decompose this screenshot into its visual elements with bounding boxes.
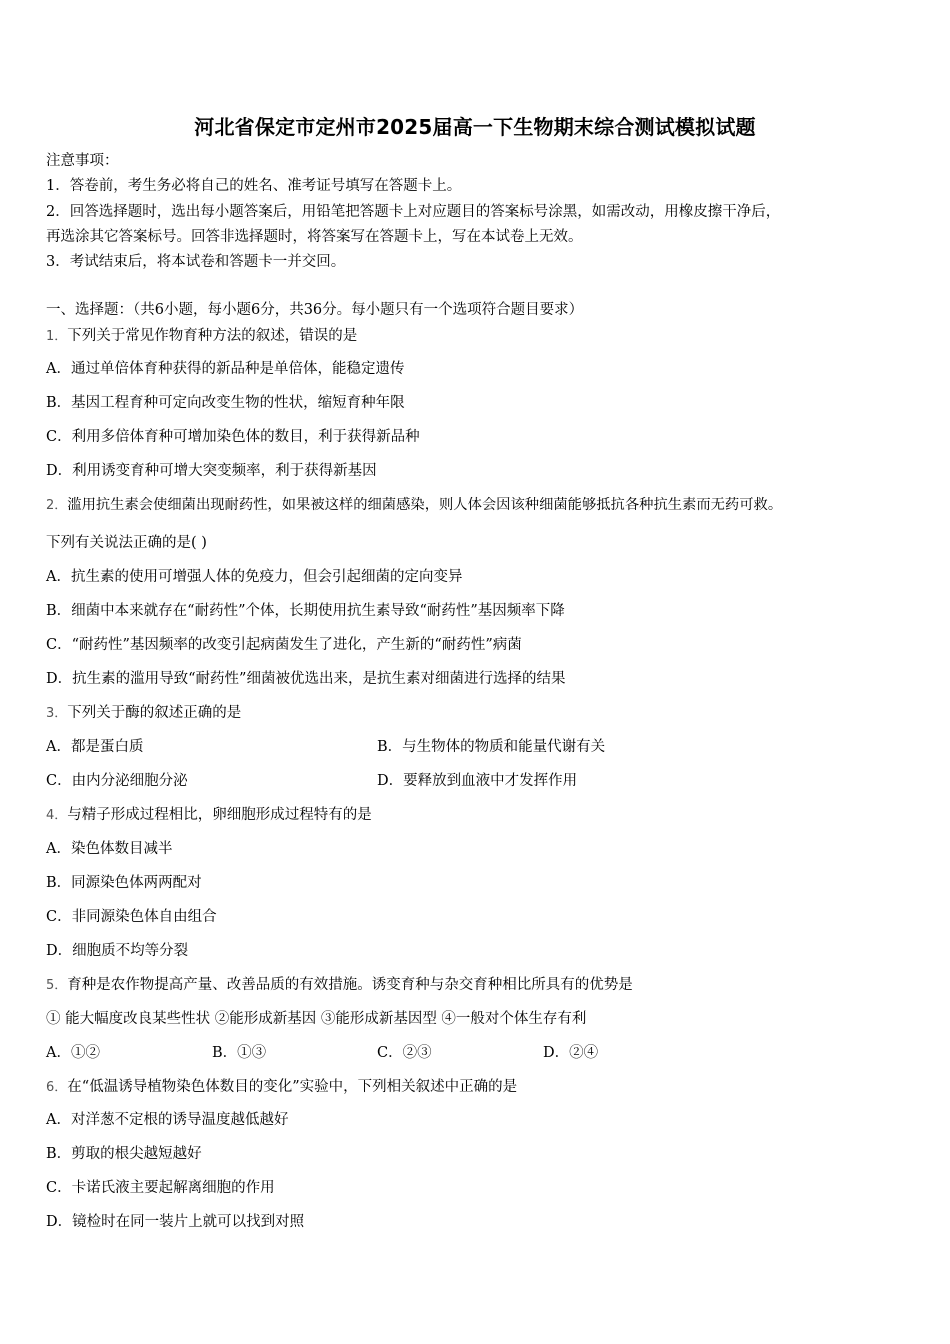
question-5-option-d: D．②④ bbox=[543, 1045, 599, 1061]
question-text: 下列关于常见作物育种方法的叙述，错误的是 bbox=[67, 328, 358, 344]
question-text: 下列关于酶的叙述正确的是 bbox=[67, 705, 242, 721]
notice-item: 3．考试结束后，将本试卷和答题卡一并交回。 bbox=[46, 254, 346, 270]
question-5-option-a: A．①② bbox=[46, 1045, 100, 1061]
question-2-option-a: A．抗生素的使用可增强人体的免疫力，但会引起细菌的定向变异 bbox=[46, 569, 463, 585]
question-3-option-b: B．与生物体的物质和能量代谢有关 bbox=[377, 739, 606, 755]
question-3-option-c: C．由内分泌细胞分泌 bbox=[46, 773, 188, 789]
question-2-option-b: B．细菌中本来就存在“耐药性”个体，长期使用抗生素导致“耐药性”基因频率下降 bbox=[46, 603, 565, 619]
question-text: 育种是农作物提高产量、改善品质的有效措施。诱变育种与杂交育种相比所具有的优势是 bbox=[67, 977, 633, 993]
question-number: 3． bbox=[46, 706, 68, 721]
notice-item: 1．答卷前，考生务必将自己的姓名、准考证号填写在答题卡上。 bbox=[46, 178, 462, 194]
question-6-option-b: B．剪取的根尖越短越好 bbox=[46, 1146, 202, 1162]
question-text: 与精子形成过程相比，卵细胞形成过程特有的是 bbox=[67, 807, 372, 823]
question-2-stem-continued: 下列有关说法正确的是( ) bbox=[46, 535, 207, 551]
question-6-option-a: A．对洋葱不定根的诱导温度越低越好 bbox=[46, 1112, 289, 1128]
question-5-statements: ① 能大幅度改良某些性状 ②能形成新基因 ③能形成新基因型 ④一般对个体生存有利 bbox=[46, 1011, 587, 1027]
question-6-option-d: D．镜检时在同一装片上就可以找到对照 bbox=[46, 1214, 305, 1230]
question-1-option-c: C．利用多倍体育种可增加染色体的数目，利于获得新品种 bbox=[46, 429, 420, 445]
question-5-stem bbox=[46, 975, 633, 996]
question-number: 1． bbox=[46, 329, 68, 344]
section-heading: 一、选择题：（共6小题，每小题6分，共36分。每小题只有一个选项符合题目要求） bbox=[46, 302, 584, 318]
question-4-stem bbox=[46, 805, 372, 826]
question-4-option-c: C．非同源染色体自由组合 bbox=[46, 909, 217, 925]
question-2-option-c: C．“耐药性”基因频率的改变引起病菌发生了进化，产生新的“耐药性”病菌 bbox=[46, 637, 522, 653]
question-4-option-d: D．细胞质不均等分裂 bbox=[46, 943, 189, 959]
question-number: 6． bbox=[46, 1080, 68, 1095]
question-number: 5． bbox=[46, 978, 68, 993]
question-number: 4． bbox=[46, 808, 68, 823]
question-text: 在“低温诱导植物染色体数目的变化”实验中，下列相关叙述中正确的是 bbox=[67, 1079, 518, 1095]
question-1-option-a: A．通过单倍体育种获得的新品种是单倍体，能稳定遗传 bbox=[46, 361, 405, 377]
page-title: 河北省保定市定州市2025届高一下生物期末综合测试模拟试题 bbox=[194, 115, 756, 139]
question-3-stem bbox=[46, 703, 241, 724]
notice-item: 再选涂其它答案标号。回答非选择题时，将答案写在答题卡上，写在本试卷上无效。 bbox=[46, 229, 583, 245]
question-6-option-c: C．卡诺氏液主要起解离细胞的作用 bbox=[46, 1180, 275, 1196]
question-2-stem bbox=[46, 495, 782, 516]
question-5-option-b: B．①③ bbox=[212, 1045, 267, 1061]
question-6-stem bbox=[46, 1077, 517, 1098]
question-text: 滥用抗生素会使细菌出现耐药性，如果被这样的细菌感染，则人体会因该种细菌能够抵抗各种抗生素而无药可救。 bbox=[67, 497, 783, 513]
notice-heading: 注意事项： bbox=[46, 153, 119, 169]
question-1-option-d: D．利用诱变育种可增大突变频率，利于获得新基因 bbox=[46, 463, 377, 479]
question-4-option-a: A．染色体数目减半 bbox=[46, 841, 173, 857]
question-2-option-d: D．抗生素的滥用导致“耐药性”细菌被优选出来，是抗生素对细菌进行选择的结果 bbox=[46, 671, 566, 687]
notice-item: 2．回答选择题时，选出每小题答案后，用铅笔把答题卡上对应题目的答案标号涂黑，如需改动，用橡皮擦干净后， bbox=[46, 204, 781, 220]
question-3-option-a: A．都是蛋白质 bbox=[46, 739, 144, 755]
question-number: 2． bbox=[46, 498, 68, 513]
question-4-option-b: B．同源染色体两两配对 bbox=[46, 875, 202, 891]
question-1-option-b: B．基因工程育种可定向改变生物的性状，缩短育种年限 bbox=[46, 395, 405, 411]
question-5-option-c: C．②③ bbox=[377, 1045, 432, 1061]
question-3-option-d: D．要释放到血液中才发挥作用 bbox=[377, 773, 578, 789]
question-1-stem bbox=[46, 326, 357, 347]
